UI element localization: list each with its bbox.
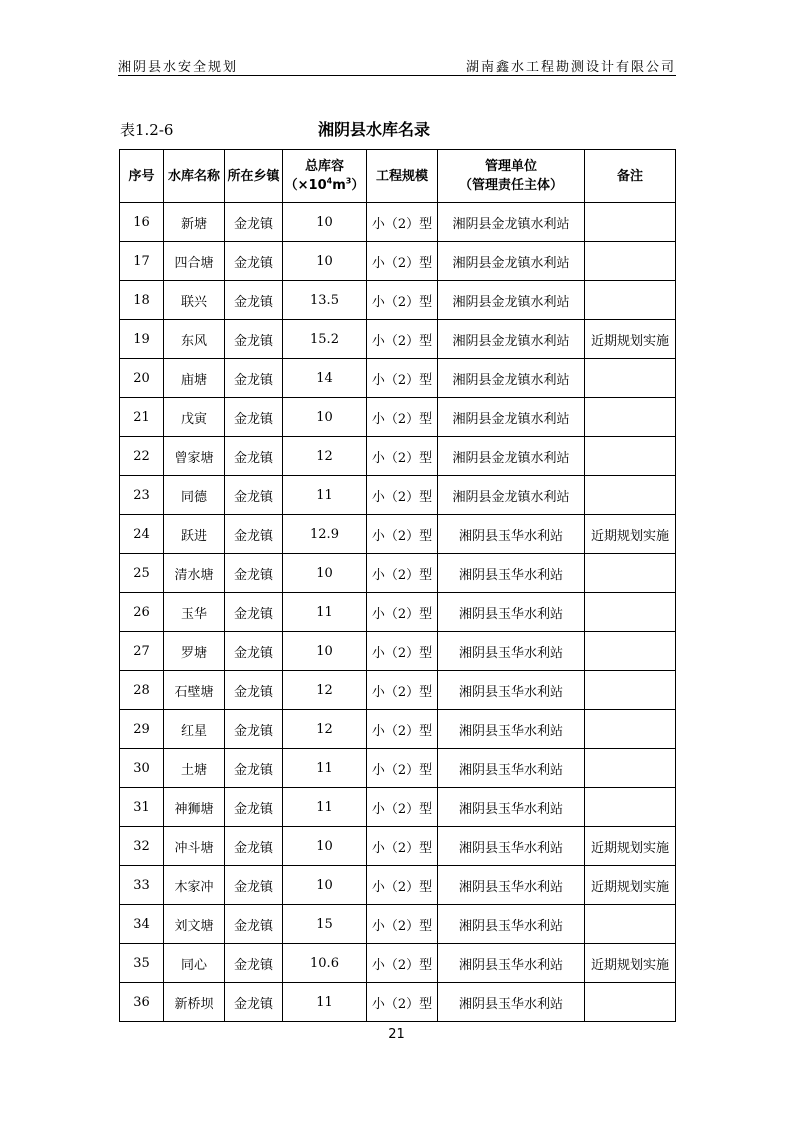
cell-seq: 28 [120,671,164,710]
cell-seq: 18 [120,281,164,320]
cell-town: 金龙镇 [225,671,283,710]
cell-seq: 29 [120,710,164,749]
cell-seq: 17 [120,242,164,281]
col-header-town: 所在乡镇 [225,150,283,203]
cell-scale: 小（2）型 [367,320,438,359]
cell-town: 金龙镇 [225,242,283,281]
cell-scale: 小（2）型 [367,554,438,593]
cell-town: 金龙镇 [225,320,283,359]
cell-reservoir-name: 新塘 [164,203,225,242]
cell-reservoir-name: 土塘 [164,749,225,788]
cell-seq: 32 [120,827,164,866]
cell-note [585,281,676,320]
cell-capacity: 10 [283,827,367,866]
cell-management: 湘阴县玉华水利站 [438,671,585,710]
cell-management: 湘阴县玉华水利站 [438,710,585,749]
cell-town: 金龙镇 [225,866,283,905]
col-header-seq: 序号 [120,150,164,203]
cell-seq: 22 [120,437,164,476]
table-row [120,827,676,866]
cell-town: 金龙镇 [225,710,283,749]
cell-scale: 小（2）型 [367,983,438,1022]
cell-scale: 小（2）型 [367,827,438,866]
table-row [120,398,676,437]
table-row [120,320,676,359]
cell-capacity: 10 [283,632,367,671]
cell-town: 金龙镇 [225,983,283,1022]
cell-town: 金龙镇 [225,281,283,320]
col-header-management [438,150,585,203]
cell-reservoir-name: 同心 [164,944,225,983]
cell-reservoir-name: 四合塘 [164,242,225,281]
cell-town: 金龙镇 [225,827,283,866]
cell-town: 金龙镇 [225,437,283,476]
cell-seq: 25 [120,554,164,593]
cell-note [585,749,676,788]
cell-reservoir-name: 冲斗塘 [164,827,225,866]
table-row [120,203,676,242]
cell-management: 湘阴县金龙镇水利站 [438,281,585,320]
cell-scale: 小（2）型 [367,710,438,749]
cell-reservoir-name: 神狮塘 [164,788,225,827]
cell-capacity: 15 [283,905,367,944]
col-header-capacity-unit: $(\times 10^4m^3)$ [284,176,365,193]
cell-seq: 24 [120,515,164,554]
cell-scale: 小（2）型 [367,671,438,710]
table-row [120,866,676,905]
table-row [120,593,676,632]
cell-scale: 小（2）型 [367,632,438,671]
cell-management: 湘阴县金龙镇水利站 [438,476,585,515]
col-header-note: 备注 [585,150,676,203]
cell-reservoir-name: 曾家塘 [164,437,225,476]
cell-town: 金龙镇 [225,476,283,515]
cell-capacity: 11 [283,983,367,1022]
cell-note [585,905,676,944]
cell-capacity: 13.5 [283,281,367,320]
table-row [120,749,676,788]
table-title: 湘阴县水库名录 [318,120,431,139]
cell-management: 湘阴县金龙镇水利站 [438,242,585,281]
cell-capacity: 10 [283,554,367,593]
col-header-name: 水库名称 [164,150,225,203]
cell-note [585,398,676,437]
reservoir-table [119,149,676,1022]
cell-seq: 19 [120,320,164,359]
cell-town: 金龙镇 [225,359,283,398]
cell-capacity: 10 [283,242,367,281]
cell-scale: 小（2）型 [367,281,438,320]
cell-management: 湘阴县金龙镇水利站 [438,437,585,476]
cell-seq: 26 [120,593,164,632]
cell-town: 金龙镇 [225,632,283,671]
cell-capacity: 11 [283,476,367,515]
cell-note [585,437,676,476]
cell-scale: 小（2）型 [367,515,438,554]
cell-scale: 小（2）型 [367,437,438,476]
cell-seq: 36 [120,983,164,1022]
cell-scale: 小（2）型 [367,203,438,242]
cell-note [585,593,676,632]
cell-reservoir-name: 戊寅 [164,398,225,437]
cell-seq: 30 [120,749,164,788]
page-number: 21 [388,1027,405,1042]
cell-seq: 23 [120,476,164,515]
table-header-row [120,150,676,203]
cell-note [585,554,676,593]
cell-capacity: 10 [283,866,367,905]
header-divider [118,75,676,76]
cell-note: 近期规划实施 [585,320,676,359]
cell-capacity: 11 [283,593,367,632]
table-row [120,905,676,944]
cell-management: 湘阴县玉华水利站 [438,983,585,1022]
cell-scale: 小（2）型 [367,866,438,905]
header-document-title: 湘阴县水安全规划 [118,60,239,75]
cell-management: 湘阴县金龙镇水利站 [438,320,585,359]
cell-seq: 35 [120,944,164,983]
col-header-management-title: 管理单位 [484,159,537,174]
table-row [120,788,676,827]
cell-note [585,632,676,671]
cell-management: 湘阴县玉华水利站 [438,515,585,554]
cell-note: 近期规划实施 [585,944,676,983]
cell-reservoir-name: 石壁塘 [164,671,225,710]
cell-reservoir-name: 东风 [164,320,225,359]
cell-management: 湘阴县玉华水利站 [438,905,585,944]
cell-management: 湘阴县玉华水利站 [438,944,585,983]
cell-scale: 小（2）型 [367,788,438,827]
cell-seq: 21 [120,398,164,437]
cell-town: 金龙镇 [225,593,283,632]
cell-reservoir-name: 清水塘 [164,554,225,593]
table-row [120,281,676,320]
cell-scale: 小（2）型 [367,749,438,788]
table-row [120,632,676,671]
cell-reservoir-name: 联兴 [164,281,225,320]
cell-note [585,476,676,515]
table-row [120,671,676,710]
col-header-capacity [283,150,367,203]
cell-reservoir-name: 罗塘 [164,632,225,671]
cell-note [585,710,676,749]
cell-capacity: 12 [283,710,367,749]
cell-capacity: 12 [283,437,367,476]
col-header-capacity-title: 总库容 [304,159,344,174]
cell-reservoir-name: 跃进 [164,515,225,554]
cell-town: 金龙镇 [225,749,283,788]
cell-town: 金龙镇 [225,203,283,242]
cell-management: 湘阴县金龙镇水利站 [438,359,585,398]
cell-scale: 小（2）型 [367,905,438,944]
cell-management: 湘阴县玉华水利站 [438,788,585,827]
cell-capacity: 12.9 [283,515,367,554]
table-row [120,944,676,983]
table-row [120,437,676,476]
cell-reservoir-name: 同德 [164,476,225,515]
cell-management: 湘阴县金龙镇水利站 [438,398,585,437]
cell-scale: 小（2）型 [367,242,438,281]
cell-management: 湘阴县玉华水利站 [438,827,585,866]
cell-note [585,242,676,281]
cell-reservoir-name: 新桥坝 [164,983,225,1022]
table-row [120,476,676,515]
cell-town: 金龙镇 [225,944,283,983]
cell-note [585,359,676,398]
cell-management: 湘阴县玉华水利站 [438,866,585,905]
table-row [120,359,676,398]
cell-management: 湘阴县玉华水利站 [438,554,585,593]
cell-note [585,788,676,827]
cell-capacity: 12 [283,671,367,710]
cell-management: 湘阴县玉华水利站 [438,632,585,671]
cell-note: 近期规划实施 [585,515,676,554]
cell-seq: 33 [120,866,164,905]
table-row [120,515,676,554]
cell-seq: 31 [120,788,164,827]
cell-reservoir-name: 红星 [164,710,225,749]
cell-town: 金龙镇 [225,788,283,827]
page-header [118,56,676,74]
cell-seq: 16 [120,203,164,242]
cell-capacity: 11 [283,749,367,788]
cell-capacity: 11 [283,788,367,827]
table-body [120,203,676,1022]
table-row [120,710,676,749]
cell-reservoir-name: 玉华 [164,593,225,632]
table-row [120,242,676,281]
table-number: 表1.2-6 [120,121,174,139]
cell-management: 湘阴县玉华水利站 [438,593,585,632]
cell-scale: 小（2）型 [367,476,438,515]
cell-note: 近期规划实施 [585,827,676,866]
cell-scale: 小（2）型 [367,593,438,632]
cell-reservoir-name: 庙塘 [164,359,225,398]
cell-seq: 27 [120,632,164,671]
cell-town: 金龙镇 [225,398,283,437]
cell-town: 金龙镇 [225,905,283,944]
cell-scale: 小（2）型 [367,359,438,398]
cell-capacity: 10.6 [283,944,367,983]
cell-note [585,203,676,242]
cell-note: 近期规划实施 [585,866,676,905]
cell-reservoir-name: 木家冲 [164,866,225,905]
cell-seq: 34 [120,905,164,944]
cell-capacity: 14 [283,359,367,398]
cell-town: 金龙镇 [225,554,283,593]
cell-capacity: 10 [283,398,367,437]
cell-reservoir-name: 刘文塘 [164,905,225,944]
cell-scale: 小（2）型 [367,944,438,983]
cell-management: 湘阴县金龙镇水利站 [438,203,585,242]
col-header-management-subtitle: （管理责任主体） [458,178,563,193]
cell-note [585,671,676,710]
cell-capacity: 10 [283,203,367,242]
cell-town: 金龙镇 [225,515,283,554]
table-row [120,554,676,593]
cell-scale: 小（2）型 [367,398,438,437]
cell-capacity: 15.2 [283,320,367,359]
cell-seq: 20 [120,359,164,398]
table-row [120,983,676,1022]
col-header-scale: 工程规模 [367,150,438,203]
cell-management: 湘阴县玉华水利站 [438,749,585,788]
cell-note [585,983,676,1022]
header-company-name: 湖南鑫水工程勘测设计有限公司 [465,60,676,75]
